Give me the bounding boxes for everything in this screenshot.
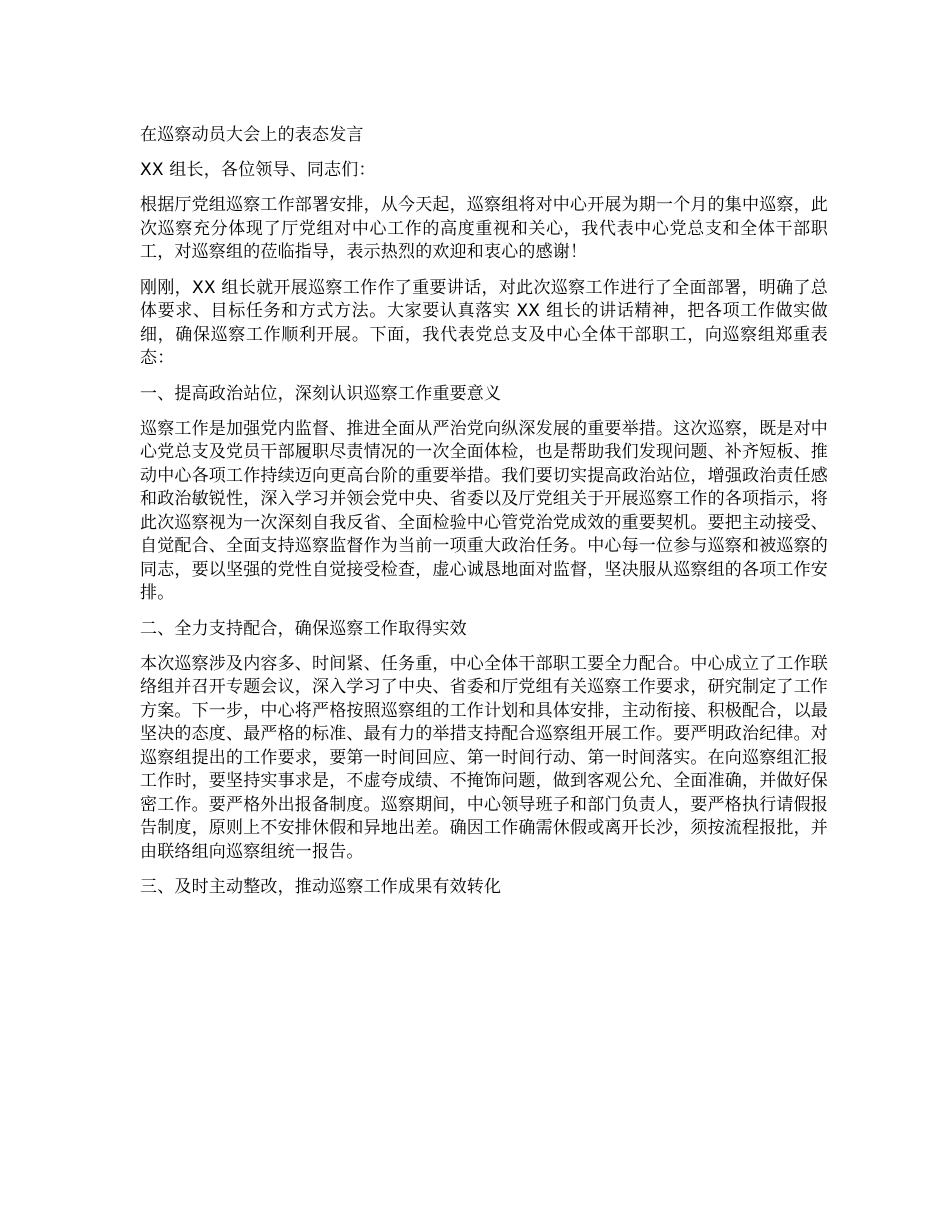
- section-1-body: 巡察工作是加强党内监督、推进全面从严治党向纵深发展的重要举措。这次巡察，既是对中心党总支及党员干部履职尽责情况的一次全面体检，也是帮助我们发现问题、补齐短板、推动中心各项工作持续迈向更高台阶的重要举措。我们要切实提高政治站位，增强政治责任感和政治敏锐性，深入学习并领会党中央、省委以及厅党组关于开展巡察工作的各项指示，将此次巡察视为一次深刻自我反省、全面检验中心管党治党成效的重要契机。要把主动接受、自觉配合、全面支持巡察监督作为当前一项重大政治任务。中心每一位参与巡察和被巡察的同志，要以坚强的党性自觉接受检查，虚心诚恳地面对监督，坚决服从巡察组的各项工作安排。: [140, 418, 828, 603]
- section-2-body: 本次巡察涉及内容多、时间紧、任务重，中心全体干部职工要全力配合。中心成立了工作联络组并召开专题会议，深入学习了中央、省委和厅党组有关巡察工作要求，研究制定了工作方案。下一步，中心将严格按照巡察组的工作计划和具体安排，主动衔接、积极配合，以最坚决的态度、最严格的标准、最有力的举措支持配合巡察组开展工作。要严明政治纪律。对巡察组提出的工作要求，要第一时间回应、第一时间行动、第一时间落实。在向巡察组汇报工作时，要坚持实事求是，不虚夸成绩、不掩饰问题，做到客观公允、全面准确，并做好保密工作。要严格外出报备制度。巡察期间，中心领导班子和部门负责人，要严格执行请假报告制度，原则上不安排休假和异地出差。确因工作确需休假或离开长沙，须按流程报批，并由联络组向巡察组统一报告。: [140, 653, 828, 862]
- section-1-heading: 一、提高政治站位，深刻认识巡察工作重要意义: [140, 383, 502, 404]
- intro-paragraph-2: 刚刚，XX 组长就开展巡察工作作了重要讲话，对此次巡察工作进行了全面部署，明确了总体要求、目标任务和方式方法。大家要认真落实 XX 组长的讲话精神，把各项工作做实做细，确保巡察工作顺利开展。下面，我代表党总支及中心全体干部职工，向巡察组郑重表态：: [140, 277, 828, 368]
- section-3-heading: 三、及时主动整改，推动巡察工作成果有效转化: [140, 877, 502, 897]
- intro-paragraph-1: 根据厅党组巡察工作部署安排，从今天起，巡察组将对中心开展为期一个月的集中巡察，此次巡察充分体现了厅党组对中心工作的高度重视和关心，我代表中心党总支和全体干部职工，对巡察组的莅临指导，表示热烈的欢迎和衷心的感谢！: [140, 195, 828, 262]
- section-2-heading: 二、全力支持配合，确保巡察工作取得实效: [140, 618, 467, 639]
- document-body: [140, 124, 828, 911]
- document-title: 在巡察动员大会上的表态发言: [140, 125, 364, 145]
- salutation: XX 组长，各位领导、同志们：: [140, 160, 376, 180]
